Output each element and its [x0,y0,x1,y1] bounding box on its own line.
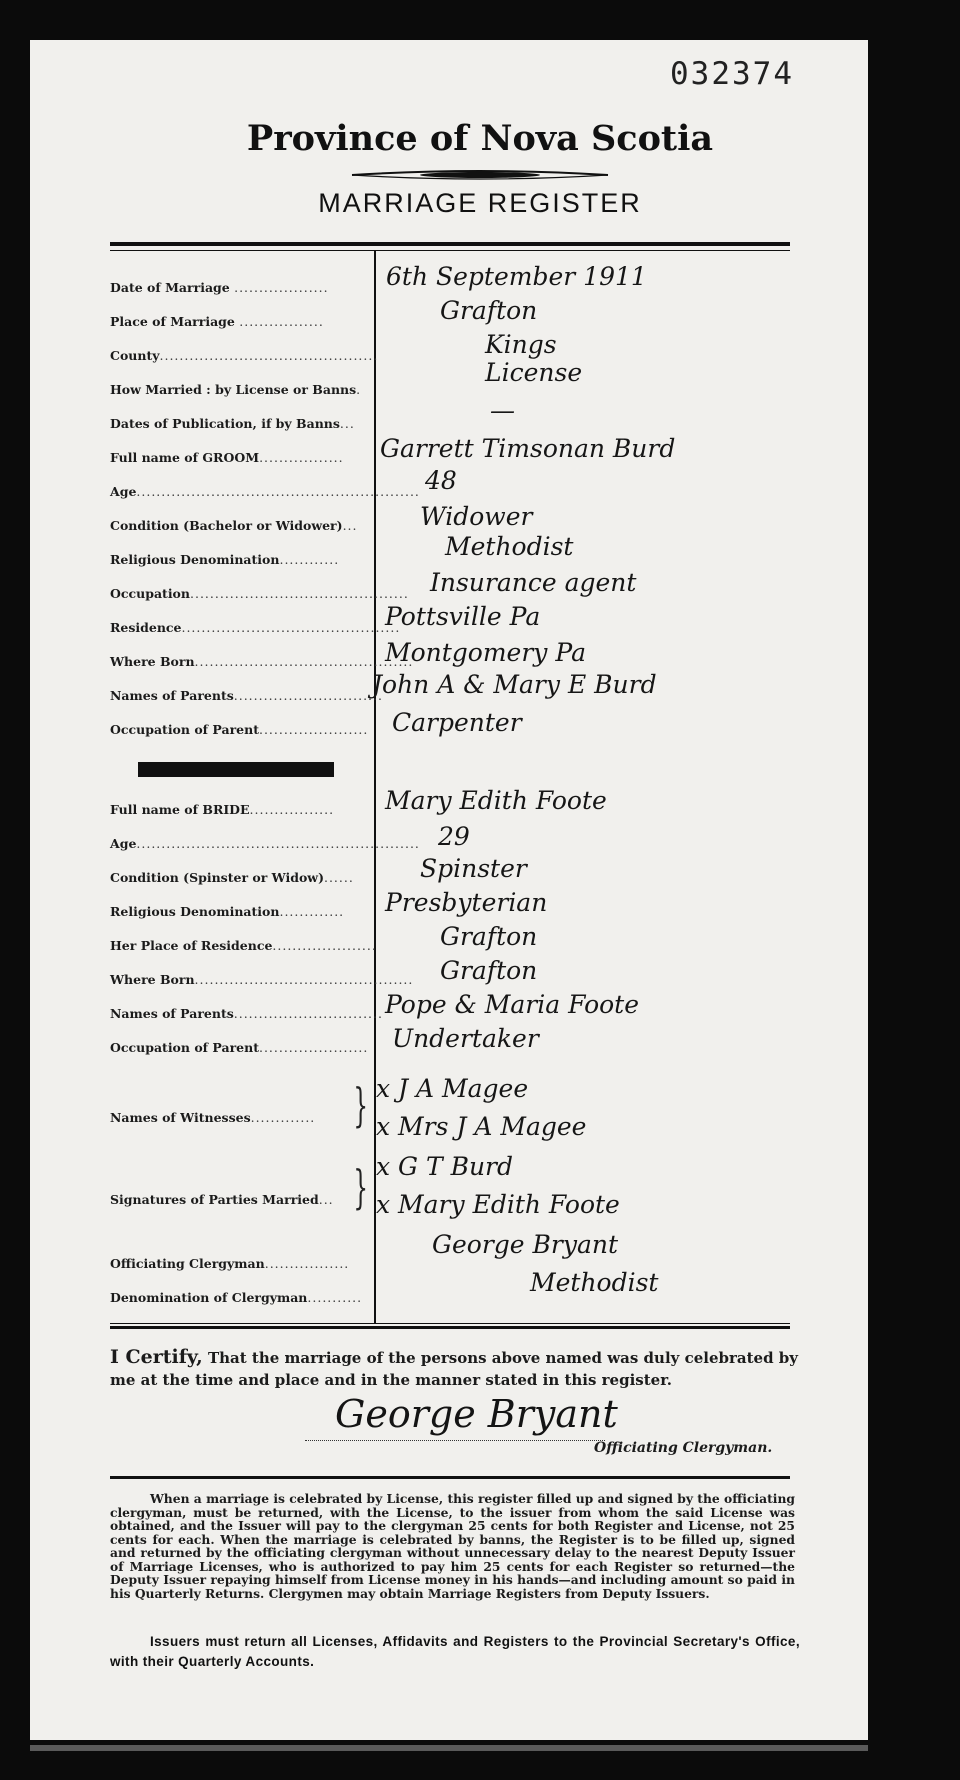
label-how-married: How Married : by License or Banns. [110,382,362,397]
value-bride-parent-occupation: Undertaker [392,1024,539,1053]
label-groom-name: Full name of GROOM................. [110,450,344,465]
value-bride-parents: Pope & Maria Foote [385,990,640,1019]
instructions-rule [110,1476,790,1479]
form-subtitle: MARRIAGE REGISTER [318,188,642,218]
return-instructions: When a marriage is celebrated by License, this register filled up and signed by the officiating clergyman, must be returned, with the License, to the issuer from whom the said License was obtained, and the Issuer will pay to the clergyman 25 cents for both Register and License, not 25 cents for each. When the marriage is celebrated by banns, the Register is to be filled up, signed and returned by the officiating clergyman without unnecessary delay to the nearest Deputy Issuer of Marriage Licenses, who is authorized to pay him 25 cents for each Register so returned—the Deputy Issuer repaying himself from License money in his hands—and including amount so paid in his Quarterly Returns. Clergymen may obtain Marriage Registers from Deputy Issuers. [110,1491,795,1601]
value-party-groom: x G T Burd [376,1152,514,1181]
value-officiating-clergyman: George Bryant [432,1230,619,1259]
label-bride-condition: Condition (Spinster or Widow)...... [110,870,354,885]
label-groom-parent-occupation: Occupation of Parent...................... [110,722,369,737]
certify-lead: I Certify, [110,1346,203,1368]
value-groom-residence: Pottsville Pa [385,602,541,631]
label-bride-residence: Her Place of Residence..................... [110,938,377,953]
value-groom-occupation: Insurance agent [430,568,637,597]
value-bride-residence: Grafton [440,922,538,951]
footer-rule-thick [110,1326,790,1329]
certify-text: That the marriage of the persons above named was duly celebrated by me at the time and place and in the manner stated in this register. [110,1349,799,1389]
label-dates-of-publication: Dates of Publication, if by Banns... [110,416,355,431]
value-date-of-marriage: 6th September 1911 [386,262,647,291]
label-bride-age: Age......................................................... [110,836,420,851]
value-groom-condition: Widower [420,502,533,531]
value-bride-name: Mary Edith Foote [385,786,607,815]
value-dates-of-publication: — [490,396,515,425]
signature-caption: Officiating Clergyman. [594,1440,773,1456]
value-county: Kings [485,330,557,359]
value-groom-birthplace: Montgomery Pa [385,638,586,667]
label-bride-name: Full name of BRIDE................. [110,802,335,817]
value-witness-1: x J A Magee [376,1074,529,1103]
label-parties-married: Signatures of Parties Married... [110,1192,334,1207]
paper-edge [30,1745,868,1751]
label-county: County............................................ [110,348,379,363]
value-groom-name: Garrett Timsonan Burd [380,434,676,463]
label-groom-parents: Names of Parents.............................. [110,688,383,703]
register-number: 032374 [670,56,794,92]
witnesses-brace: } [353,1078,368,1132]
label-bride-parents: Names of Parents.............................. [110,1006,383,1021]
value-bride-condition: Spinster [420,854,527,883]
value-groom-age: 48 [425,466,457,495]
value-place-of-marriage: Grafton [440,296,538,325]
label-groom-residence: Residence............................................ [110,620,401,635]
form-title: Province of Nova Scotia [246,118,714,159]
certification-statement [110,1346,800,1391]
section-divider-bar [138,762,334,777]
title-ornament [0,165,960,185]
label-bride-parent-occupation: Occupation of Parent...................... [110,1040,369,1055]
header-rule-thick [110,242,790,246]
value-party-bride: x Mary Edith Foote [376,1190,620,1219]
parties-brace: } [353,1160,368,1214]
label-bride-religion: Religious Denomination............. [110,904,345,919]
label-bride-birthplace: Where Born............................................ [110,972,414,987]
value-groom-parents: John A & Mary E Burd [372,670,657,699]
value-how-married: License [485,358,583,387]
label-groom-age: Age......................................................... [110,484,420,499]
label-groom-birthplace: Where Born............................................ [110,654,414,669]
label-groom-occupation: Occupation............................................ [110,586,409,601]
value-clergy-denomination: Methodist [530,1268,659,1297]
value-groom-parent-occupation: Carpenter [392,708,522,737]
label-date-of-marriage: Date of Marriage ................... [110,280,329,295]
label-groom-condition: Condition (Bachelor or Widower)... [110,518,358,533]
value-bride-birthplace: Grafton [440,956,538,985]
value-bride-age: 29 [438,822,470,851]
signature-line [305,1440,605,1441]
footer-rule-thin [110,1323,790,1324]
header-rule-thin [110,250,790,251]
label-clergy-denomination: Denomination of Clergyman........... [110,1290,363,1305]
clergyman-signature: George Bryant [335,1392,618,1436]
label-officiating-clergyman: Officiating Clergyman................. [110,1256,350,1271]
label-groom-religion: Religious Denomination............ [110,552,340,567]
value-bride-religion: Presbyterian [385,888,548,917]
label-witnesses: Names of Witnesses............. [110,1110,316,1125]
issuers-notice: Issuers must return all Licenses, Affidavits and Registers to the Provincial Secretary's Office, with their Quarterly Accounts. [110,1634,800,1669]
value-groom-religion: Methodist [445,532,574,561]
label-place-of-marriage: Place of Marriage ................. [110,314,324,329]
value-witness-2: x Mrs J A Magee [376,1112,587,1141]
